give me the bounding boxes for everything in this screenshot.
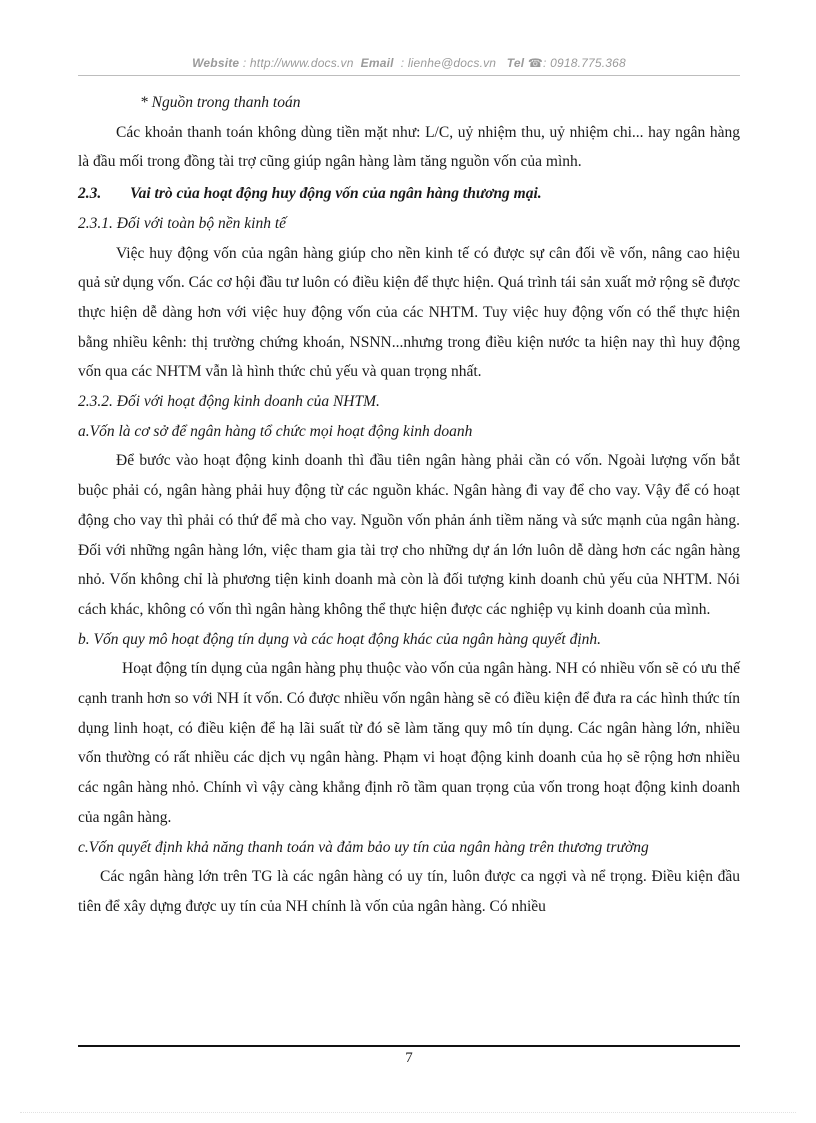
subsection-heading-business: 2.3.2. Đối với hoạt động kinh doanh của NHTM. — [78, 393, 380, 411]
paragraph-item-a: Để bước vào hoạt động kinh doanh thì đầu tiên ngân hàng phải cần có vốn. Ngoài lượng vốn bắt buộc phải có, ngân hàng phải huy động từ các nguồn khác. Ngân hàng đi vay để cho vay. Vậy để có hoạt động cho vay thì phải có thứ để mà cho vay. Nguồn vốn phản ánh tiềm năng và sức mạnh của ngân hàng. Đối với những ngân hàng lớn, việc tham gia tài trợ cho những dự án lớn luôn dễ dàng hơn các ngân hàng nhỏ. Vốn không chỉ là phương tiện kinh doanh mà còn là đối tượng kinh doanh chủ yếu của NHTM. Nói cách khác, không có vốn thì ngân hàng không thể thực hiện được các nghiệp vụ kinh doanh của mình. — [78, 452, 740, 618]
item-a-heading: a.Vốn là cơ sở để ngân hàng tổ chức mọi hoạt động kinh doanh — [78, 422, 473, 440]
section-number: 2.3. — [78, 185, 102, 203]
section-title: Vai trò của hoạt động huy động vốn của ngân hàng thương mại. — [130, 185, 542, 203]
page-number: 7 — [405, 1050, 413, 1066]
tel-label: Tel — [506, 56, 525, 70]
phone-icon: ☎ — [527, 56, 543, 70]
email-label: Email — [360, 56, 394, 70]
tel-number: : 0918.775.368 — [543, 56, 626, 70]
item-c-heading: c.Vốn quyết định khả năng thanh toán và đảm bảo uy tín của ngân hàng trên thương trường — [78, 838, 649, 856]
paragraph-item-b: Hoạt động tín dụng của ngân hàng phụ thuộc vào vốn của ngân hàng. NH có nhiều vốn sẽ có ưu thế cạnh tranh hơn so với NH ít vốn. Có được nhiều vốn ngân hàng sẽ có điều kiện để đưa ra các hình thức tín dụng linh hoạt, có điều kiện để hạ lãi suất từ đó sẽ làm tăng quy mô tín dụng. Các ngân hàng lớn, nhiều vốn thường có rất nhiều các dịch vụ ngân hàng. Phạm vi hoạt động kinh doanh của họ sẽ rộng hơn nhiều các ngân hàng nhỏ. Chính vì vậy càng khẳng định rõ tầm quan trọng của vốn trong hoạt động kinh doanh của ngân hàng. — [78, 660, 740, 826]
bullet-payment-sources: * Nguồn trong thanh toán — [140, 94, 301, 111]
website-url[interactable]: : http://www.docs.vn — [242, 56, 354, 70]
paragraph-payments: Các khoản thanh toán không dùng tiền mặt như: L/C, uỷ nhiệm thu, uỷ nhiệm chi... hay ngân hàng là đầu mối trong đồng tài trợ cũng giúp ngân hàng làm tăng nguồn vốn của mình. — [78, 123, 740, 171]
footer-divider — [78, 1045, 740, 1047]
section-heading — [78, 179, 740, 209]
item-b-heading: b. Vốn quy mô hoạt động tín dụng và các hoạt động khác của ngân hàng quyết định. — [78, 630, 602, 648]
website-label: Website — [192, 56, 240, 70]
header-divider — [78, 75, 740, 76]
page-header — [78, 56, 740, 70]
page-bottom-border — [20, 1112, 796, 1113]
paragraph-economy: Việc huy động vốn của ngân hàng giúp cho nền kinh tế có được sự cân đối về vốn, nâng cao hiệu quả sử dụng vốn. Các cơ hội đầu tư luôn có điều kiện để thực hiện. Quá trình tái sản xuất mở rộng sẽ được thực hiện dễ dàng hơn với việc huy động vốn của các NHTM. Tuy việc huy động vốn có thể thực hiện bằng nhiều kênh: thị trường chứng khoán, NSNN...nhưng trong điều kiện nước ta hiện nay thì huy động vốn qua các NHTM vẫn là hình thức chủ yếu và quan trọng nhất. — [78, 244, 740, 381]
document-body — [78, 88, 740, 922]
subsection-heading-economy: 2.3.1. Đối với toàn bộ nền kinh tế — [78, 214, 287, 232]
paragraph-item-c: Các ngân hàng lớn trên TG là các ngân hàng có uy tín, luôn được ca ngợi và nể trọng. Điều kiện đầu tiên để xây dựng được uy tín của NH chính là vốn của ngân hàng. Có nhiều — [78, 868, 740, 915]
email-address[interactable]: : lienhe@docs.vn — [400, 56, 497, 70]
